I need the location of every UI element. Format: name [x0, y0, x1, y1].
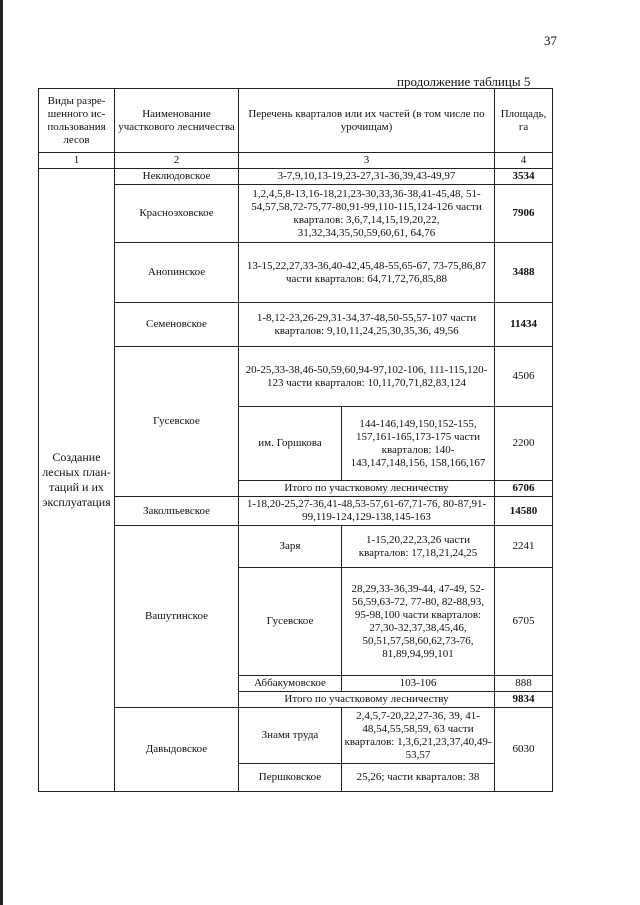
area-cell: 6705	[495, 568, 553, 676]
quarters-cell: 103-106	[342, 676, 495, 692]
quarters-cell: 1-8,12-23,26-29,31-34,37-48,50-55,57-107 части кварталов: 9,10,11,24,25,30,35,36, 49,56	[239, 303, 495, 347]
quarters-cell: 25,26; части кварталов: 38	[342, 764, 495, 792]
area-cell: 11434	[495, 303, 553, 347]
tract-name: Гусевское	[239, 568, 342, 676]
area-cell: 2200	[495, 407, 553, 481]
header-forestry-name: Наименование участкового лесничества	[115, 89, 239, 153]
quarters-cell: 3-7,9,10,13-19,23-27,31-36,39,43-49,97	[239, 169, 495, 185]
col-number: 3	[239, 153, 495, 169]
tract-name: им. Горшкова	[239, 407, 342, 481]
table-continuation-caption: продолжение таблицы 5	[397, 74, 531, 89]
quarters-cell: 1,2,4,5,8-13,16-18,21,23-30,33,36-38,41-45,48, 51-54,57,58,72-75,77-80,91-99,110-115,124-126 части кварталов: 3,6,7,14,15,19,20,22, 31,32,34,35,50,59,60,61, 64,76	[239, 185, 495, 243]
forestry-name: Анопинское	[115, 243, 239, 303]
page-number: 37	[544, 33, 557, 48]
quarters-cell: 20-25,33-38,46-50,59,60,94-97,102-106, 111-115,120-123 части кварталов: 10,11,70,71,82,83,124	[239, 347, 495, 407]
forestry-name: Заколпьевское	[115, 497, 239, 526]
forestry-name: Неклюдовское	[115, 169, 239, 185]
header-quarters: Перечень кварталов или их частей (в том числе по урочищам)	[239, 89, 495, 153]
forestry-name: Семеновское	[115, 303, 239, 347]
use-type-cell: Создание лесных план-таций и их эксплуатация	[39, 169, 115, 792]
col-number: 1	[39, 153, 115, 169]
forestry-table	[38, 88, 553, 792]
total-label: Итого по участковому лесничеству	[239, 692, 495, 708]
quarters-cell: 2,4,5,7-20,22,27-36, 39, 41-48,54,55,58,59, 63 части кварталов: 1,3,6,21,23,37,40,49-53,57	[342, 708, 495, 764]
total-area: 6706	[495, 481, 553, 497]
col-number: 4	[495, 153, 553, 169]
area-cell: 4506	[495, 347, 553, 407]
area-cell: 7906	[495, 185, 553, 243]
forestry-name: Гусевское	[115, 347, 239, 497]
tract-name: Аббакумовское	[239, 676, 342, 692]
header-use-type: Виды разре-шенного ис-пользования лесов	[39, 89, 115, 153]
total-area: 9834	[495, 692, 553, 708]
area-cell: 14580	[495, 497, 553, 526]
tract-name: Заря	[239, 526, 342, 568]
quarters-cell: 1-18,20-25,27-36,41-48,53-57,61-67,71-76, 80-87,91-99,119-124,129-138,145-163	[239, 497, 495, 526]
quarters-cell: 144-146,149,150,152-155, 157,161-165,173-175 части кварталов: 140-143,147,148,156, 158,166,167	[342, 407, 495, 481]
tract-name: Знамя труда	[239, 708, 342, 764]
area-cell: 6030	[495, 708, 553, 792]
quarters-cell: 1-15,20,22,23,26 части кварталов: 17,18,21,24,25	[342, 526, 495, 568]
quarters-cell: 13-15,22,27,33-36,40-42,45,48-55,65-67, 73-75,86,87 части кварталов: 64,71,72,76,85,88	[239, 243, 495, 303]
forestry-name: Красноэховское	[115, 185, 239, 243]
quarters-cell: 28,29,33-36,39-44, 47-49, 52-56,59,63-72, 77-80, 82-88,93, 95-98,100 части кварталов: 27,30-32,37,38,45,46, 50,51,57,58,60,62,73-76, 81,89,94,99,101	[342, 568, 495, 676]
forestry-name: Давыдовское	[115, 708, 239, 792]
total-label: Итого по участковому лесничеству	[239, 481, 495, 497]
header-area: Площадь, га	[495, 89, 553, 153]
area-cell: 2241	[495, 526, 553, 568]
col-number: 2	[115, 153, 239, 169]
forestry-name: Вашутинское	[115, 526, 239, 708]
area-cell: 888	[495, 676, 553, 692]
binding-edge	[0, 0, 3, 905]
area-cell: 3488	[495, 243, 553, 303]
area-cell: 3534	[495, 169, 553, 185]
tract-name: Першковское	[239, 764, 342, 792]
